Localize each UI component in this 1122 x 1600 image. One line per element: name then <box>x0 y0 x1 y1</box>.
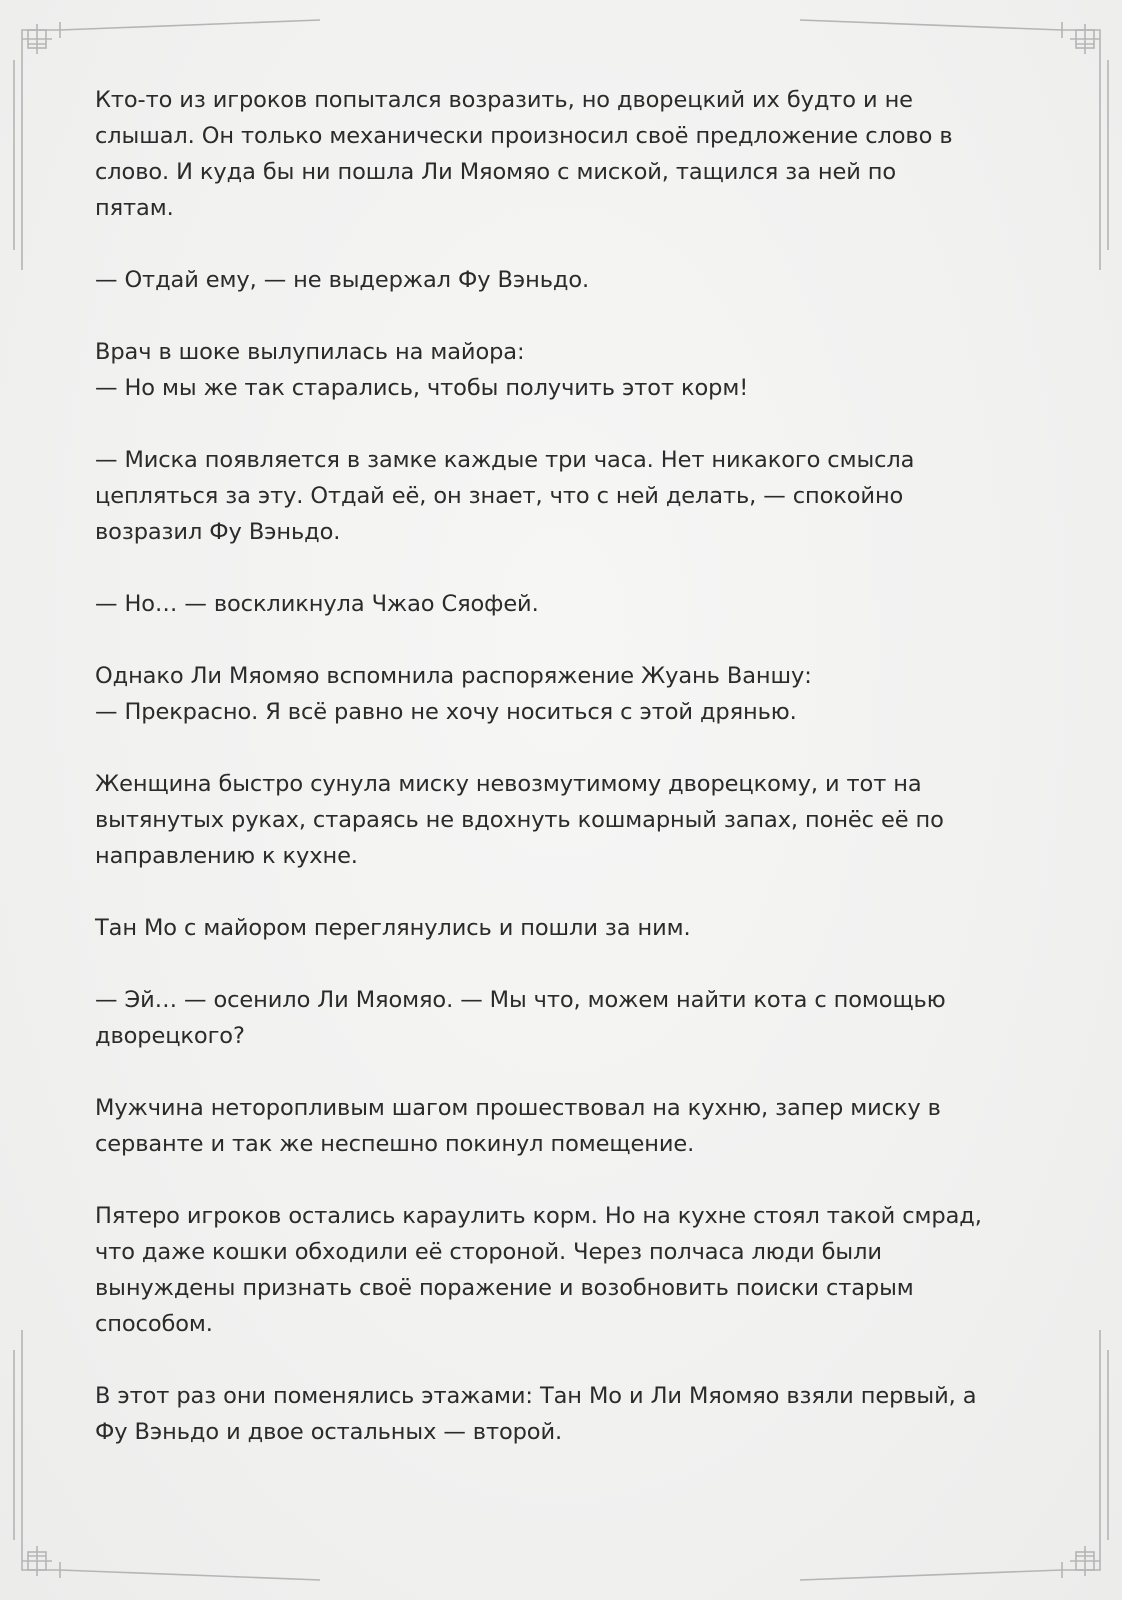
text-line: — Но мы же так старались, чтобы получить этот корм! <box>95 375 749 401</box>
paragraph <box>95 262 1030 298</box>
paragraph <box>95 658 1030 730</box>
text-line: — Отдай ему, — не выдержал Фу Вэньдо. <box>95 267 590 293</box>
text-line: серванте и так же неспешно покинул помещение. <box>95 1131 695 1157</box>
text-line: Пятеро игроков остались караулить корм. Но на кухне стоял такой смрад, <box>95 1203 982 1229</box>
paragraph <box>95 442 1030 550</box>
paragraph <box>95 982 1030 1054</box>
text-line: слышал. Он только механически произносил своё предложение слово в <box>95 123 953 149</box>
text-line: вытянутых руках, стараясь не вдохнуть кошмарный запах, понёс её по <box>95 807 944 833</box>
text-line: В этот раз они поменялись этажами: Тан Мо и Ли Мяомяо взяли первый, а <box>95 1383 977 1409</box>
text-line: способом. <box>95 1311 213 1337</box>
paragraph <box>95 1378 1030 1450</box>
paragraph <box>95 766 1030 874</box>
text-line: возразил Фу Вэньдо. <box>95 519 341 545</box>
text-line: — Прекрасно. Я всё равно не хочу носиться с этой дрянью. <box>95 699 797 725</box>
text-line: Тан Мо с майором переглянулись и пошли за ним. <box>95 915 691 941</box>
page-text <box>95 82 1030 1486</box>
text-line: что даже кошки обходили её стороной. Через полчаса люди были <box>95 1239 882 1265</box>
text-line: — Миска появляется в замке каждые три часа. Нет никакого смысла <box>95 447 915 473</box>
paragraph <box>95 82 1030 226</box>
paragraph <box>95 586 1030 622</box>
paragraph <box>95 910 1030 946</box>
text-line: Мужчина неторопливым шагом прошествовал на кухню, запер миску в <box>95 1095 941 1121</box>
text-line: цепляться за эту. Отдай её, он знает, что с ней делать, — спокойно <box>95 483 904 509</box>
text-line: Однако Ли Мяомяо вспомнила распоряжение Жуань Ваншу: <box>95 663 812 689</box>
text-line: Кто-то из игроков попытался возразить, но дворецкий их будто и не <box>95 87 913 113</box>
text-line: слово. И куда бы ни пошла Ли Мяомяо с миской, тащился за ней по <box>95 159 897 185</box>
text-line: пятам. <box>95 195 174 221</box>
paragraph <box>95 1198 1030 1342</box>
text-line: Врач в шоке вылупилась на майора: <box>95 339 525 365</box>
text-line: — Эй… — осенило Ли Мяомяо. — Мы что, можем найти кота с помощью <box>95 987 946 1013</box>
paragraph <box>95 1090 1030 1162</box>
text-line: Женщина быстро сунула миску невозмутимому дворецкому, и тот на <box>95 771 922 797</box>
text-line: направлению к кухне. <box>95 843 358 869</box>
text-line: Фу Вэньдо и двое остальных — второй. <box>95 1419 563 1445</box>
text-line: вынуждены признать своё поражение и возобновить поиски старым <box>95 1275 914 1301</box>
text-line: дворецкого? <box>95 1023 245 1049</box>
paragraph <box>95 334 1030 406</box>
text-line: — Но… — воскликнула Чжао Сяофей. <box>95 591 539 617</box>
